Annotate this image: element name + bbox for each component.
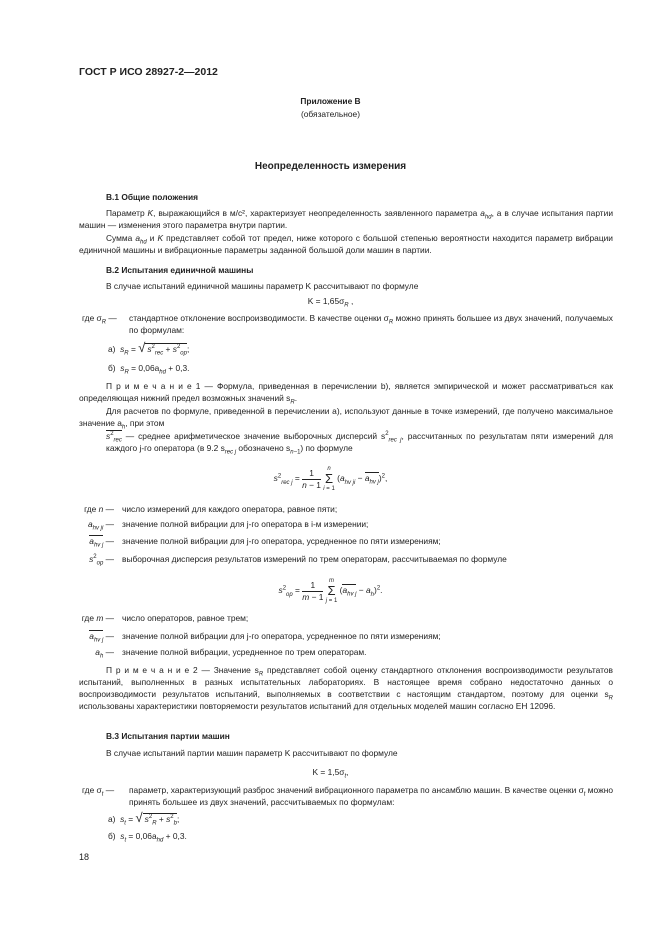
item-a: а) $s_t$ = √ $s^2_R + s^2_b$;: [108, 810, 180, 827]
note-1: П р и м е ч а н и е 1 — Формула, приведенная в перечислении b), является эмпирической и может рассматриваться как определяющая нижний предел возможных значений $s_R$.: [79, 381, 613, 406]
formula-k: $K = 1,5\sigma_t$,: [312, 767, 349, 780]
item-b: б) $s_R = 0,06a_{hd} + 0,3$.: [108, 363, 190, 376]
appendix-subtitle: (обязательное): [300, 109, 360, 119]
formula-srec: $s^2_{rec j}$ = $\frac{1}{n - 1}$ n Σ i = 1 $(a_{hv ji} - a_{hv j})^2$,: [273, 466, 388, 492]
def-ahvji: значение полной вибрации для j-го оператора в i-м измерении;: [122, 519, 369, 529]
paragraph: В случае испытаний единичной машины параметр K рассчитывают по формуле: [106, 281, 419, 291]
def-ahvj: значение полной вибрации для j-го оператора, усредненное по пяти измерениям;: [122, 536, 441, 546]
def-label: где n —: [84, 504, 114, 514]
paragraph: В случае испытаний партии машин параметр K рассчитывают по формуле: [106, 748, 398, 758]
def-sop: выборочная дисперсия результатов измерений по трем операторам, рассчитываемая по формуле: [122, 554, 507, 564]
def-ah: значение полной вибрации, усредненное по трем операторам.: [122, 647, 367, 657]
def-label: $a_{hv j}$ —: [89, 536, 114, 549]
srec-definition: $s^2_{rec}$ — среднее арифметическое значение выборочных дисперсий $s^2_{rec j}$, рассчитанных по результатам пяти измерений для каждого j-го оператора (в 9.2 $s_{rec j}$ обозначено $s_{n-1}$) по формуле: [106, 431, 613, 456]
section-b1-heading: В.1 Общие положения: [106, 192, 199, 202]
section-b3-heading: В.3 Испытания партии машин: [106, 731, 230, 741]
note-2: П р и м е ч а н и е 2 — Значение $s_R$ представляет собой оценку стандартного отклонения воспроизводимости результатов испытаний, выполненных в разных испытательных лабораториях. В настоящее время собрано недостаточно данных о воспроизводимости результатов испытаний, выполняемых в соответствии с настоящим стандартом, поэтому для оценки $s_R$ использованы характеристики повторяемости результатов испытаний для отдельных моделей машин согласно ЕН 12096.: [79, 665, 613, 711]
def-label: $a_{hv ji}$ —: [87, 519, 114, 532]
page-number: 18: [79, 852, 90, 862]
def-m: число операторов, равное трем;: [122, 613, 249, 623]
def-label: $a_h$ —: [95, 647, 114, 660]
def-label: где m —: [81, 613, 114, 623]
def-n: число измерений для каждого оператора, равное пяти;: [122, 504, 338, 514]
where-text: стандартное отклонение воспроизводимости. В качестве оценки $\sigma_R$ можно принять большее из двух значений, получаемых по формулам:: [129, 313, 613, 335]
def-ahvj2: значение полной вибрации для j-го оператора, усредненное по пяти измерениям;: [122, 631, 441, 641]
paragraph: Для расчетов по формуле, приведенной в перечислении а), используют данные в точке измерений, где получено максимальное значение $a_h$, при этом: [79, 406, 613, 431]
document-header: ГОСТ Р ИСО 28927-2—2012: [79, 66, 218, 78]
paragraph: Сумма $a_{hd}$ и K представляет собой тот предел, ниже которого с большой степенью вероятности находится параметр вибрации единичной машины и вибрационные параметры заданной большой доли машин в партии.: [79, 233, 613, 255]
item-b: б) $s_t = 0,06a_{hd} + 0,3$.: [108, 831, 187, 844]
paragraph: Параметр K, выражающийся в м/с², характеризует неопределенность заявленного параметра $a_{hd}$, а в случае испытания партии машин — изменения этого параметра внутри партии.: [79, 208, 613, 230]
def-label: $s^2_{op}$ —: [89, 554, 114, 567]
formula-sop: $s^2_{op}$ = $\frac{1}{m - 1}$ m Σ j = 1 $(a_{hv j} - a_h)^2$.: [278, 578, 383, 604]
appendix-title: Приложение В: [300, 96, 361, 106]
where-label: где $\sigma_t$ —: [82, 785, 115, 798]
def-label: $a_{hv j}$ —: [89, 631, 114, 644]
where-label: где $\sigma_R$ —: [82, 313, 117, 326]
formula-k: $K = 1,65\sigma_R$ ,: [307, 296, 354, 309]
where-text: параметр, характеризующий разброс значений вибрационного параметра по ансамблю машин. В качестве оценки $\sigma_t$ можно принять большее из двух значений, рассчитываемых по формулам:: [129, 785, 613, 807]
main-title: Неопределенность измерения: [254, 161, 407, 172]
item-a: а) $s_R$ = √ $s^2_{rec} + s^2_{op}$;: [108, 340, 190, 357]
section-b2-heading: В.2 Испытания единичной машины: [106, 265, 254, 275]
